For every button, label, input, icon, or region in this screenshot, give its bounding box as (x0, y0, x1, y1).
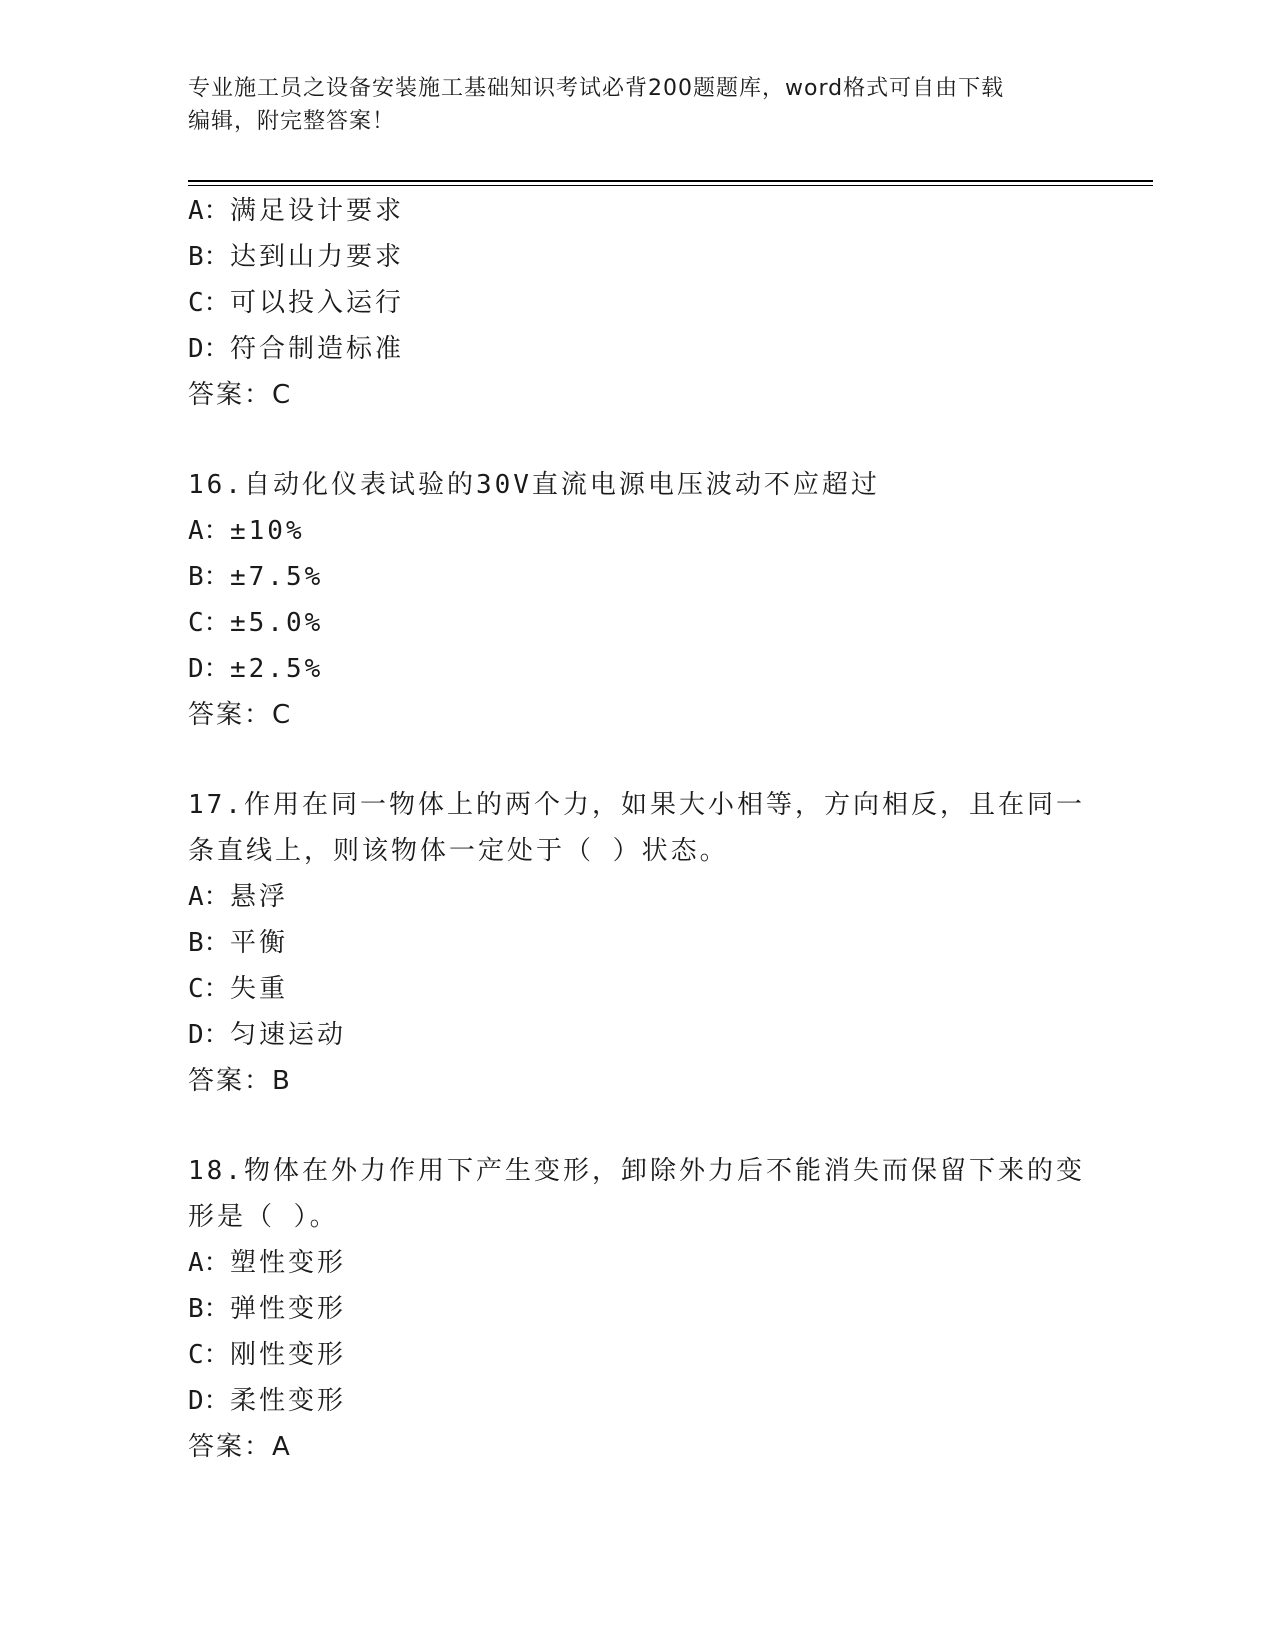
option-a: A：满足设计要求 (188, 196, 405, 226)
question-15 (188, 188, 1088, 418)
spacer (188, 738, 1088, 782)
question-list (188, 188, 1088, 1470)
answer: 答案：B (188, 1066, 292, 1096)
answer: 答案：C (188, 700, 293, 730)
question-stem: 16.自动化仪表试验的30V直流电源电压波动不应超过 (188, 470, 880, 500)
option-d: D：柔性变形 (188, 1386, 347, 1416)
option-d: D：±2.5% (188, 654, 324, 684)
spacer (188, 418, 1088, 462)
header-title-line1: 专业施工员之设备安装施工基础知识考试必背200题题库，word格式可自由下载 (188, 76, 1005, 101)
option-d: D：匀速运动 (188, 1020, 347, 1050)
answer: 答案：C (188, 380, 293, 410)
header-title-line2: 编辑，附完整答案！ (188, 109, 396, 134)
document-header (188, 72, 1088, 138)
option-c: C：刚性变形 (188, 1340, 347, 1370)
question-17 (188, 782, 1088, 1104)
question-18 (188, 1148, 1088, 1470)
option-a: A：±10% (188, 516, 305, 546)
question-16 (188, 462, 1088, 738)
answer: 答案：A (188, 1432, 292, 1462)
header-rule-thin (188, 185, 1153, 186)
header-rule-thick (188, 180, 1153, 182)
option-b: B：±7.5% (188, 562, 324, 592)
option-c: C：失重 (188, 974, 289, 1004)
question-stem-line1: 18.物体在外力作用下产生变形，卸除外力后不能消失而保留下来的变 (188, 1156, 1085, 1186)
option-b: B：平衡 (188, 928, 289, 958)
option-d: D：符合制造标准 (188, 334, 405, 364)
option-a: A：塑性变形 (188, 1248, 347, 1278)
option-c: C：可以投入运行 (188, 288, 405, 318)
option-b: B：达到山力要求 (188, 242, 405, 272)
question-stem-line2: 形是（ ）。 (188, 1202, 339, 1232)
option-b: B：弹性变形 (188, 1294, 347, 1324)
option-a: A：悬浮 (188, 882, 289, 912)
spacer (188, 1104, 1088, 1148)
option-c: C：±5.0% (188, 608, 324, 638)
question-stem-line2: 条直线上，则该物体一定处于（ ）状态。 (188, 836, 729, 866)
question-stem-line1: 17.作用在同一物体上的两个力，如果大小相等，方向相反，且在同一 (188, 790, 1085, 820)
